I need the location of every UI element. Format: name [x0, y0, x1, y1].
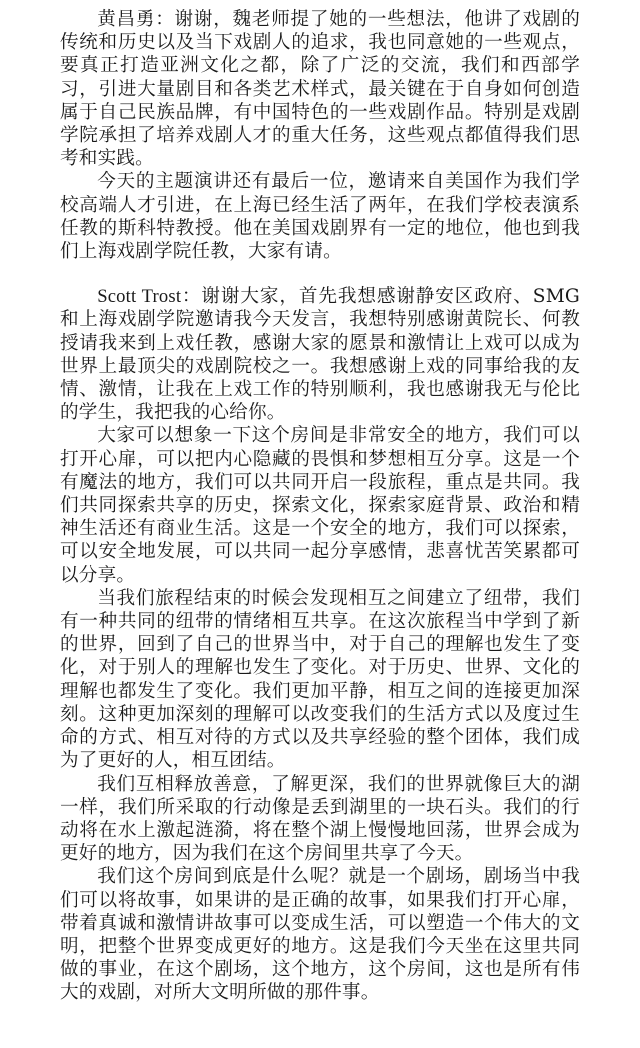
- paragraph-theatre: [60, 865, 580, 1004]
- paragraph-introduction: [60, 170, 580, 263]
- paragraph-lake: [60, 773, 580, 866]
- paragraph-bond: [60, 587, 580, 773]
- speaker-name: Scott Trost：: [97, 286, 202, 308]
- document-body: [60, 8, 580, 1005]
- paragraph-gap: [60, 263, 580, 285]
- paragraph-text: 当我们旅程结束的时候会发现相互之间建立了纽带，我们有一种共同的纽带的情绪相互共享。在这次旅程当中学到了新的世界，回到了自己的世界当中，对于自己的理解也发生了变化，对于别人的理解也发生了变化。对于历史、世界、文化的理解也都发生了变化。我们更加平静，相互之间的连接更加深刻。这种更加深刻的理解可以改变我们的生活方式以及度过生命的方式、相互对待的方式以及共享经验的整个团体，我们成为了更好的人，相互团结。: [60, 587, 580, 772]
- paragraph-text: 谢谢，魏老师提了她的一些想法，他讲了戏剧的传统和历史以及当下戏剧人的追求，我也同意她的一些观点，要真正打造亚洲文化之都，除了广泛的交流，我们和西部学习，引进大量剧目和各类艺术样式，最关键在于自身如何创造属于自己民族品牌，有中国特色的一些戏剧作品。特别是戏剧学院承担了培养戏剧人才的重大任务，这些观点都值得我们思考和实践。: [60, 9, 580, 170]
- paragraph-text: 大家可以想象一下这个房间是非常安全的地方，我们可以打开心扉，可以把内心隐藏的畏惧和梦想相互分享。这是一个有魔法的地方，我们可以共同开启一段旅程，重点是共同。我们共同探索共享的历史，探索文化，探索家庭背景、政治和精神生活还有商业生活。这是一个安全的地方，我们可以探索，可以安全地发展，可以共同一起分享感情，悲喜忧苦笑累都可以分享。: [60, 425, 580, 586]
- paragraph-text: 谢谢大家，首先我想感谢静安区政府、SMG和上海戏剧学院邀请我今天发言，我想特别感谢黄院长、何教授请我来到上戏任教，感谢大家的愿景和激情让上戏可以成为世界上最顶尖的戏剧院校之一。我想感谢上戏的同事给我的友情、激情，让我在上戏工作的特别顺利，我也感谢我无与伦比的学生，我把我的心给你。: [60, 286, 580, 424]
- paragraph-text: 我们互相释放善意，了解更深，我们的世界就像巨大的湖一样，我们所采取的行动像是丢到湖里的一块石头。我们的行动将在水上激起涟漪，将在整个湖上慢慢地回荡，世界会成为更好的地方，因为我们在这个房间里共享了今天。: [60, 773, 580, 865]
- paragraph-text: 今天的主题演讲还有最后一位，邀请来自美国作为我们学校高端人才引进，在上海已经生活了两年，在我们学校表演系任教的斯科特教授。他在美国戏剧界有一定的地位，他也到我们上海戏剧学院任教，大家有请。: [60, 171, 580, 263]
- paragraph-text: 我们这个房间到底是什么呢？就是一个剧场，剧场当中我们可以将故事，如果讲的是正确的故事，如果我们打开心扉，带着真诚和激情讲故事可以变成生活，可以塑造一个伟大的文明，把整个世界变成更好的地方。这是我们今天坐在这里共同做的事业，在这个剧场，这个地方，这个房间，这也是所有伟大的戏剧，对所大文明所做的那件事。: [60, 866, 580, 1004]
- paragraph-huang-remarks: [60, 8, 580, 170]
- speaker-name: 黄昌勇：: [97, 9, 175, 30]
- paragraph-scott-opening: [60, 285, 580, 424]
- paragraph-safe-place: [60, 424, 580, 586]
